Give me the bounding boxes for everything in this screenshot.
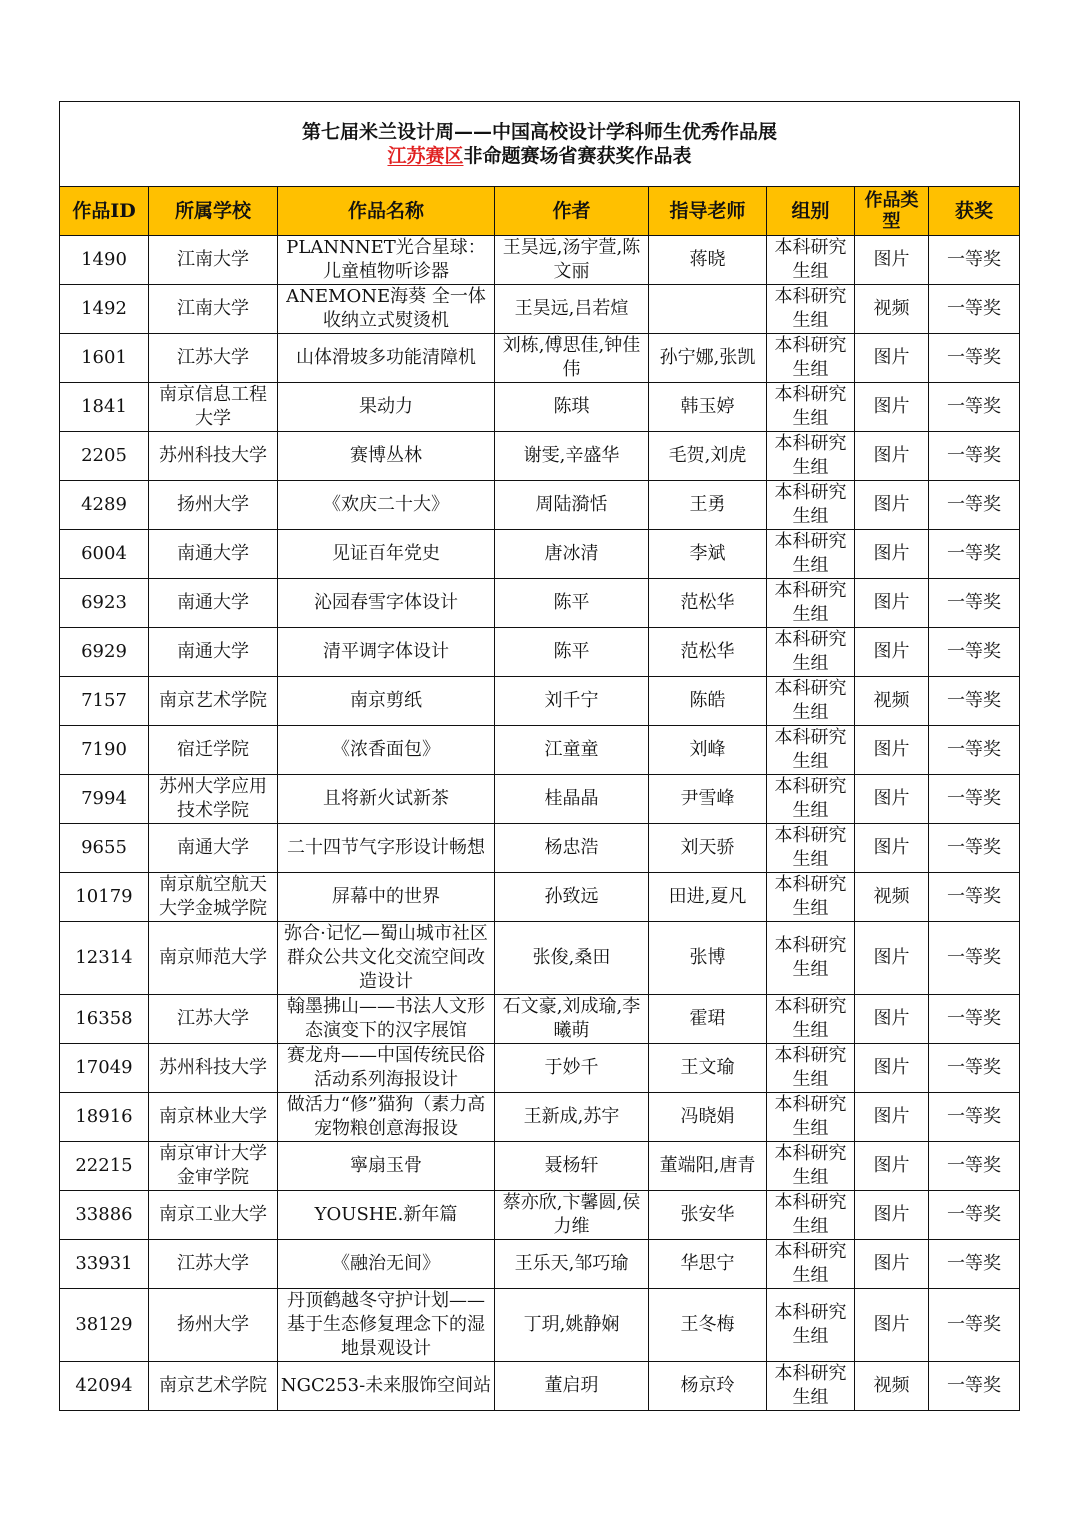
cell-advisor xyxy=(649,285,767,334)
cell-school: 江南大学 xyxy=(149,285,278,334)
cell-award: 一等奖 xyxy=(929,334,1020,383)
cell-award: 一等奖 xyxy=(929,628,1020,677)
cell-group: 本科研究生组 xyxy=(767,481,855,530)
cell-school: 南通大学 xyxy=(149,628,278,677)
cell-id: 10179 xyxy=(60,873,149,922)
cell-work-name: 寧扇玉骨 xyxy=(278,1142,495,1191)
cell-id: 7994 xyxy=(60,775,149,824)
cell-award: 一等奖 xyxy=(929,1044,1020,1093)
cell-id: 42094 xyxy=(60,1362,149,1411)
cell-advisor: 孙宁娜,张凯 xyxy=(649,334,767,383)
cell-work-name: 赛博丛林 xyxy=(278,432,495,481)
table-body xyxy=(60,236,1020,1411)
cell-author: 王昊远,汤宇萱,陈文丽 xyxy=(495,236,649,285)
cell-award: 一等奖 xyxy=(929,1362,1020,1411)
cell-type: 图片 xyxy=(855,1044,929,1093)
cell-group: 本科研究生组 xyxy=(767,1093,855,1142)
cell-type: 图片 xyxy=(855,726,929,775)
award-table xyxy=(59,101,1020,1411)
cell-type: 图片 xyxy=(855,432,929,481)
cell-work-name: 屏幕中的世界 xyxy=(278,873,495,922)
table-row xyxy=(60,481,1020,530)
cell-work-name: 沁园春雪字体设计 xyxy=(278,579,495,628)
cell-author: 聂杨轩 xyxy=(495,1142,649,1191)
title-line-2-rest: 非命题赛场省赛获奖作品表 xyxy=(463,145,692,167)
cell-school: 扬州大学 xyxy=(149,1289,278,1362)
cell-type: 图片 xyxy=(855,824,929,873)
cell-author: 江童童 xyxy=(495,726,649,775)
cell-school: 南通大学 xyxy=(149,579,278,628)
table-row xyxy=(60,775,1020,824)
cell-type: 图片 xyxy=(855,530,929,579)
header-school: 所属学校 xyxy=(149,187,278,236)
cell-advisor: 蒋晓 xyxy=(649,236,767,285)
cell-type: 视频 xyxy=(855,677,929,726)
cell-advisor: 刘峰 xyxy=(649,726,767,775)
table-row xyxy=(60,824,1020,873)
cell-award: 一等奖 xyxy=(929,1191,1020,1240)
header-work-name: 作品名称 xyxy=(278,187,495,236)
cell-author: 石文豪,刘成瑜,李曦萌 xyxy=(495,995,649,1044)
table-row xyxy=(60,726,1020,775)
cell-group: 本科研究生组 xyxy=(767,579,855,628)
cell-school: 南京艺术学院 xyxy=(149,677,278,726)
table-row xyxy=(60,1240,1020,1289)
cell-group: 本科研究生组 xyxy=(767,1191,855,1240)
cell-author: 王乐天,邹巧瑜 xyxy=(495,1240,649,1289)
cell-school: 苏州科技大学 xyxy=(149,1044,278,1093)
cell-work-name: NGC253-未来服饰空间站 xyxy=(278,1362,495,1411)
cell-advisor: 王冬梅 xyxy=(649,1289,767,1362)
cell-work-name: 丹顶鹤越冬守护计划——基于生态修复理念下的湿地景观设计 xyxy=(278,1289,495,1362)
cell-group: 本科研究生组 xyxy=(767,775,855,824)
cell-award: 一等奖 xyxy=(929,1289,1020,1362)
cell-work-name: YOUSHE.新年篇 xyxy=(278,1191,495,1240)
cell-type: 图片 xyxy=(855,1093,929,1142)
cell-school: 江苏大学 xyxy=(149,1240,278,1289)
cell-school: 南京艺术学院 xyxy=(149,1362,278,1411)
cell-id: 38129 xyxy=(60,1289,149,1362)
table-row xyxy=(60,432,1020,481)
cell-type: 视频 xyxy=(855,285,929,334)
table-row xyxy=(60,334,1020,383)
header-group: 组别 xyxy=(767,187,855,236)
cell-award: 一等奖 xyxy=(929,530,1020,579)
title-line-2 xyxy=(62,144,1017,168)
table-row xyxy=(60,1191,1020,1240)
cell-type: 图片 xyxy=(855,922,929,995)
cell-award: 一等奖 xyxy=(929,873,1020,922)
cell-group: 本科研究生组 xyxy=(767,922,855,995)
cell-author: 谢雯,辛盛华 xyxy=(495,432,649,481)
cell-id: 1601 xyxy=(60,334,149,383)
cell-advisor: 毛贺,刘虎 xyxy=(649,432,767,481)
header-author: 作者 xyxy=(495,187,649,236)
cell-school: 宿迁学院 xyxy=(149,726,278,775)
cell-type: 图片 xyxy=(855,628,929,677)
cell-advisor: 杨京玲 xyxy=(649,1362,767,1411)
table-row xyxy=(60,1362,1020,1411)
header-type: 作品类型 xyxy=(855,187,929,236)
cell-advisor: 冯晓娟 xyxy=(649,1093,767,1142)
cell-advisor: 尹雪峰 xyxy=(649,775,767,824)
cell-author: 王昊远,吕若煊 xyxy=(495,285,649,334)
cell-work-name: ANEMONE海葵 全一体收纳立式熨烫机 xyxy=(278,285,495,334)
cell-school: 南通大学 xyxy=(149,824,278,873)
cell-group: 本科研究生组 xyxy=(767,677,855,726)
table-row xyxy=(60,285,1020,334)
table-row xyxy=(60,873,1020,922)
table-row xyxy=(60,995,1020,1044)
cell-id: 2205 xyxy=(60,432,149,481)
cell-school: 南京审计大学金审学院 xyxy=(149,1142,278,1191)
header-award: 获奖 xyxy=(929,187,1020,236)
cell-id: 1492 xyxy=(60,285,149,334)
column-header-row xyxy=(60,187,1020,236)
cell-award: 一等奖 xyxy=(929,726,1020,775)
cell-id: 6004 xyxy=(60,530,149,579)
table-row xyxy=(60,579,1020,628)
cell-award: 一等奖 xyxy=(929,285,1020,334)
cell-advisor: 范松华 xyxy=(649,579,767,628)
cell-group: 本科研究生组 xyxy=(767,628,855,677)
cell-work-name: 翰墨拂山——书法人文形态演变下的汉字展馆 xyxy=(278,995,495,1044)
title-line-1: 第七届米兰设计周——中国高校设计学科师生优秀作品展 xyxy=(302,121,778,143)
cell-work-name: PLANNNET光合星球：儿童植物听诊器 xyxy=(278,236,495,285)
header-advisor: 指导老师 xyxy=(649,187,767,236)
cell-type: 图片 xyxy=(855,334,929,383)
cell-author: 孙致远 xyxy=(495,873,649,922)
cell-id: 6923 xyxy=(60,579,149,628)
cell-author: 刘千宁 xyxy=(495,677,649,726)
cell-award: 一等奖 xyxy=(929,579,1020,628)
cell-work-name: 南京剪纸 xyxy=(278,677,495,726)
cell-group: 本科研究生组 xyxy=(767,873,855,922)
cell-type: 视频 xyxy=(855,873,929,922)
cell-id: 6929 xyxy=(60,628,149,677)
cell-school: 南京航空航天大学金城学院 xyxy=(149,873,278,922)
cell-author: 丁玥,姚静娴 xyxy=(495,1289,649,1362)
cell-author: 陈平 xyxy=(495,628,649,677)
cell-advisor: 董端阳,唐青 xyxy=(649,1142,767,1191)
cell-id: 1490 xyxy=(60,236,149,285)
cell-type: 图片 xyxy=(855,1289,929,1362)
cell-id: 22215 xyxy=(60,1142,149,1191)
cell-group: 本科研究生组 xyxy=(767,530,855,579)
cell-id: 33931 xyxy=(60,1240,149,1289)
cell-advisor: 张博 xyxy=(649,922,767,995)
cell-author: 杨忠浩 xyxy=(495,824,649,873)
cell-author: 张俊,桑田 xyxy=(495,922,649,995)
cell-work-name: 做活力“修”猫狗（素力高宠物粮创意海报设 xyxy=(278,1093,495,1142)
table-row xyxy=(60,383,1020,432)
cell-author: 唐冰清 xyxy=(495,530,649,579)
cell-type: 图片 xyxy=(855,579,929,628)
cell-award: 一等奖 xyxy=(929,922,1020,995)
cell-advisor: 刘天骄 xyxy=(649,824,767,873)
cell-id: 16358 xyxy=(60,995,149,1044)
cell-id: 7190 xyxy=(60,726,149,775)
table-row xyxy=(60,1142,1020,1191)
cell-type: 视频 xyxy=(855,1362,929,1411)
cell-advisor: 田进,夏凡 xyxy=(649,873,767,922)
cell-id: 17049 xyxy=(60,1044,149,1093)
cell-group: 本科研究生组 xyxy=(767,995,855,1044)
cell-award: 一等奖 xyxy=(929,1142,1020,1191)
cell-author: 陈琪 xyxy=(495,383,649,432)
table-row xyxy=(60,530,1020,579)
cell-author: 刘栋,傅思佳,钟佳伟 xyxy=(495,334,649,383)
cell-author: 桂晶晶 xyxy=(495,775,649,824)
cell-work-name: 《融治无间》 xyxy=(278,1240,495,1289)
cell-author: 蔡亦欣,卞馨圆,侯力维 xyxy=(495,1191,649,1240)
cell-work-name: 见证百年党史 xyxy=(278,530,495,579)
cell-advisor: 范松华 xyxy=(649,628,767,677)
cell-group: 本科研究生组 xyxy=(767,285,855,334)
cell-school: 苏州大学应用技术学院 xyxy=(149,775,278,824)
cell-type: 图片 xyxy=(855,775,929,824)
cell-author: 周陆漪恬 xyxy=(495,481,649,530)
cell-advisor: 李斌 xyxy=(649,530,767,579)
cell-author: 陈平 xyxy=(495,579,649,628)
cell-author: 董启玥 xyxy=(495,1362,649,1411)
cell-group: 本科研究生组 xyxy=(767,432,855,481)
cell-advisor: 王勇 xyxy=(649,481,767,530)
cell-id: 18916 xyxy=(60,1093,149,1142)
table-row xyxy=(60,236,1020,285)
cell-group: 本科研究生组 xyxy=(767,726,855,775)
cell-work-name: 赛龙舟——中国传统民俗活动系列海报设计 xyxy=(278,1044,495,1093)
table-row xyxy=(60,677,1020,726)
cell-group: 本科研究生组 xyxy=(767,383,855,432)
cell-id: 7157 xyxy=(60,677,149,726)
cell-author: 于妙千 xyxy=(495,1044,649,1093)
cell-school: 江苏大学 xyxy=(149,995,278,1044)
cell-award: 一等奖 xyxy=(929,383,1020,432)
cell-type: 图片 xyxy=(855,383,929,432)
cell-work-name: 山体滑坡多功能清障机 xyxy=(278,334,495,383)
cell-type: 图片 xyxy=(855,481,929,530)
cell-id: 4289 xyxy=(60,481,149,530)
cell-school: 苏州科技大学 xyxy=(149,432,278,481)
cell-work-name: 《浓香面包》 xyxy=(278,726,495,775)
cell-advisor: 王文瑜 xyxy=(649,1044,767,1093)
cell-advisor: 霍珺 xyxy=(649,995,767,1044)
cell-group: 本科研究生组 xyxy=(767,1142,855,1191)
cell-type: 图片 xyxy=(855,1142,929,1191)
cell-advisor: 华思宁 xyxy=(649,1240,767,1289)
cell-type: 图片 xyxy=(855,995,929,1044)
table-row xyxy=(60,1093,1020,1142)
cell-author: 王新成,苏宇 xyxy=(495,1093,649,1142)
cell-school: 江南大学 xyxy=(149,236,278,285)
cell-type: 图片 xyxy=(855,1191,929,1240)
cell-school: 南京工业大学 xyxy=(149,1191,278,1240)
cell-type: 图片 xyxy=(855,236,929,285)
cell-award: 一等奖 xyxy=(929,995,1020,1044)
cell-award: 一等奖 xyxy=(929,432,1020,481)
cell-work-name: 《欢庆二十大》 xyxy=(278,481,495,530)
cell-id: 12314 xyxy=(60,922,149,995)
table-row xyxy=(60,1044,1020,1093)
cell-group: 本科研究生组 xyxy=(767,1240,855,1289)
cell-id: 33886 xyxy=(60,1191,149,1240)
cell-work-name: 果动力 xyxy=(278,383,495,432)
cell-group: 本科研究生组 xyxy=(767,824,855,873)
cell-type: 图片 xyxy=(855,1240,929,1289)
cell-work-name: 清平调字体设计 xyxy=(278,628,495,677)
region-name: 江苏赛区 xyxy=(387,145,464,167)
cell-group: 本科研究生组 xyxy=(767,1289,855,1362)
cell-id: 9655 xyxy=(60,824,149,873)
cell-award: 一等奖 xyxy=(929,824,1020,873)
cell-school: 江苏大学 xyxy=(149,334,278,383)
cell-award: 一等奖 xyxy=(929,1093,1020,1142)
cell-group: 本科研究生组 xyxy=(767,1044,855,1093)
cell-group: 本科研究生组 xyxy=(767,236,855,285)
cell-advisor: 韩玉婷 xyxy=(649,383,767,432)
table-row xyxy=(60,1289,1020,1362)
cell-id: 1841 xyxy=(60,383,149,432)
cell-award: 一等奖 xyxy=(929,236,1020,285)
cell-school: 南京信息工程大学 xyxy=(149,383,278,432)
cell-award: 一等奖 xyxy=(929,1240,1020,1289)
table-title xyxy=(60,102,1020,187)
cell-work-name: 弥合·记忆—蜀山城市社区群众公共文化交流空间改造设计 xyxy=(278,922,495,995)
cell-school: 南通大学 xyxy=(149,530,278,579)
cell-school: 南京师范大学 xyxy=(149,922,278,995)
table-row xyxy=(60,628,1020,677)
cell-school: 南京林业大学 xyxy=(149,1093,278,1142)
cell-school: 扬州大学 xyxy=(149,481,278,530)
cell-group: 本科研究生组 xyxy=(767,1362,855,1411)
cell-work-name: 且将新火试新茶 xyxy=(278,775,495,824)
table-row xyxy=(60,922,1020,995)
cell-advisor: 陈皓 xyxy=(649,677,767,726)
cell-award: 一等奖 xyxy=(929,775,1020,824)
cell-advisor: 张安华 xyxy=(649,1191,767,1240)
cell-group: 本科研究生组 xyxy=(767,334,855,383)
cell-award: 一等奖 xyxy=(929,677,1020,726)
header-id: 作品ID xyxy=(60,187,149,236)
cell-work-name: 二十四节气字形设计畅想 xyxy=(278,824,495,873)
cell-award: 一等奖 xyxy=(929,481,1020,530)
